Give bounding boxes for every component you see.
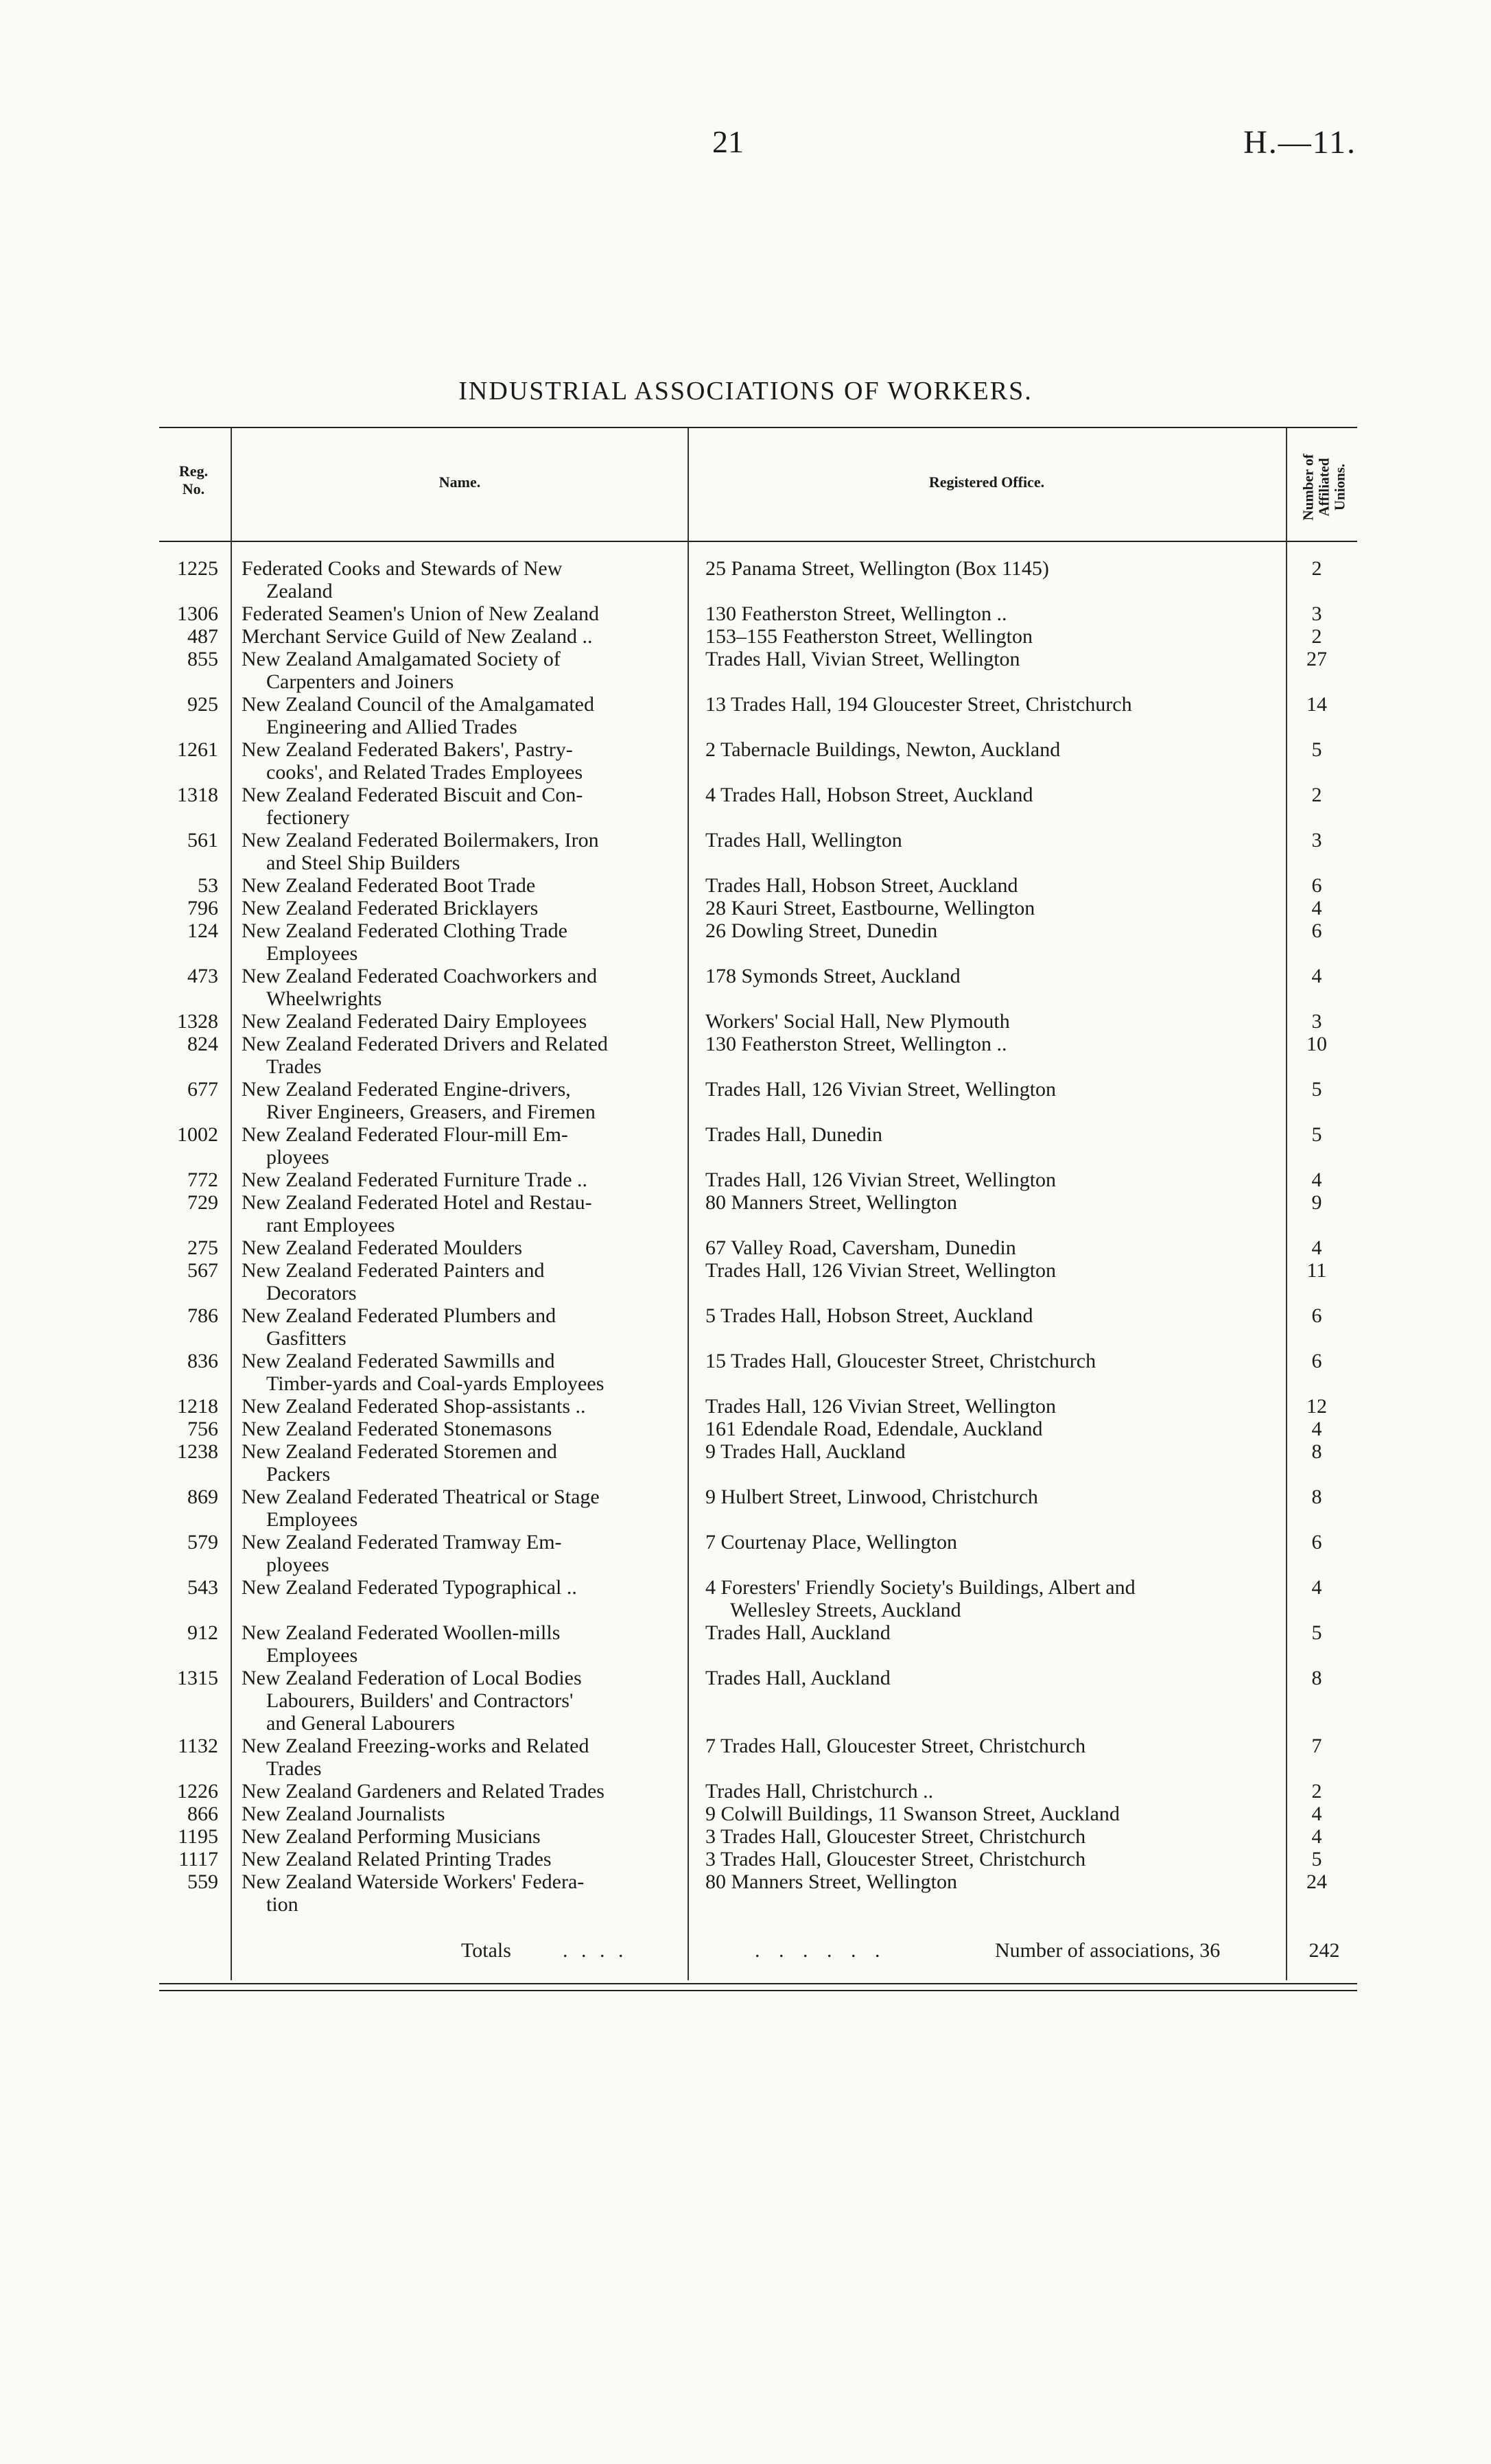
name-cell: New Zealand Federated Woollen-mills Employees [242,1621,561,1667]
reg-no-cell: 1238 [177,1440,218,1463]
affiliated-unions-cell: 5 [1311,738,1322,761]
reg-no-cell: 756 [187,1418,218,1440]
office-cell: 153–155 Featherston Street, Wellington [705,625,1033,648]
affiliated-unions-cell: 5 [1311,1123,1322,1146]
office-cell: 9 Colwill Buildings, 11 Swanson Street, Auckland [705,1803,1120,1825]
table-row [159,1621,1357,1667]
office-cell: Trades Hall, Christchurch .. [705,1780,934,1803]
name-cell: Federated Cooks and Stewards of New Zealand [242,557,563,602]
affiliated-unions-cell: 9 [1311,1191,1322,1214]
name-cell: New Zealand Federated Storemen and Packers [242,1440,557,1486]
table-top-rule [159,427,1357,428]
table-row [159,1033,1357,1078]
office-cell: 2 Tabernacle Buildings, Newton, Auckland [705,738,1061,761]
office-cell: 26 Dowling Street, Dunedin [705,919,938,942]
reg-no-cell: 473 [187,965,218,987]
office-cell: 67 Valley Road, Caversham, Dunedin [705,1236,1016,1259]
affiliated-unions-cell: 5 [1311,1848,1322,1870]
table-row [159,1078,1357,1123]
reg-no-cell: 1225 [177,557,218,580]
table-row [159,693,1357,738]
office-cell: Trades Hall, Auckland [705,1667,891,1689]
office-cell: 4 Trades Hall, Hobson Street, Auckland [705,784,1033,806]
reg-no-cell: 275 [187,1236,218,1259]
table-row [159,1418,1357,1440]
reg-no-cell: 1226 [177,1780,218,1803]
name-cell: New Zealand Federated Plumbers and Gasfitters [242,1304,556,1350]
office-cell: 4 Foresters' Friendly Society's Buildings, Albert and Wellesley Streets, Auckland [705,1576,1136,1621]
number-of-associations: Number of associations, 36 [995,1939,1221,1962]
affiliated-unions-cell: 4 [1311,1576,1322,1599]
name-cell: New Zealand Waterside Workers' Federa- tion [242,1870,585,1916]
reg-no-cell: 567 [187,1259,218,1282]
column-header-name: Name. [438,473,481,491]
affiliated-unions-cell: 7 [1311,1735,1322,1757]
name-cell: New Zealand Performing Musicians [242,1825,541,1848]
reg-no-cell: 1328 [177,1010,218,1033]
name-cell: New Zealand Federated Boot Trade [242,874,536,897]
office-cell: Trades Hall, Auckland [705,1621,891,1644]
column-header-office: Registered Office. [928,473,1045,491]
affiliated-unions-cell: 3 [1311,1010,1322,1033]
reg-no-cell: 579 [187,1531,218,1553]
table-row [159,919,1357,965]
report-code: H.—11. [1243,124,1357,161]
affiliated-unions-cell: 6 [1311,919,1322,942]
table-row [159,1576,1357,1621]
table-row [159,1191,1357,1236]
table-row [159,1486,1357,1531]
name-cell: New Zealand Federated Moulders [242,1236,523,1259]
office-cell: 80 Manners Street, Wellington [705,1191,957,1214]
name-cell: New Zealand Federated Theatrical or Stage Employees [242,1486,600,1531]
reg-no-cell: 824 [187,1033,218,1055]
reg-no-cell: 1132 [178,1735,218,1757]
table-row [159,1825,1357,1848]
affiliated-unions-cell: 2 [1311,1780,1322,1803]
totals-office-dots: . . . . . . [755,1939,887,1962]
name-cell: Merchant Service Guild of New Zealand .. [242,625,593,648]
table-row [159,1395,1357,1418]
office-cell: 3 Trades Hall, Gloucester Street, Christchurch [705,1848,1086,1870]
office-cell: 9 Trades Hall, Auckland [705,1440,906,1463]
name-cell: New Zealand Federated Bakers', Pastry- cooks', and Related Trades Employees [242,738,583,784]
name-cell: New Zealand Freezing-works and Related Trades [242,1735,589,1780]
office-cell: 7 Trades Hall, Gloucester Street, Christchurch [705,1735,1086,1757]
affiliated-unions-cell: 6 [1311,1304,1322,1327]
name-cell: New Zealand Federated Dairy Employees [242,1010,587,1033]
table-row [159,784,1357,829]
affiliated-unions-cell: 3 [1311,602,1322,625]
table-row [159,874,1357,897]
office-cell: Trades Hall, 126 Vivian Street, Wellington [705,1078,1057,1101]
affiliated-unions-cell: 6 [1311,1350,1322,1372]
table-row [159,1870,1357,1916]
reg-no-cell: 729 [187,1191,218,1214]
header-bottom-rule [159,541,1357,542]
table-row [159,1350,1357,1395]
reg-no-cell: 772 [187,1169,218,1191]
office-cell: 130 Featherston Street, Wellington .. [705,1033,1007,1055]
office-cell: 28 Kauri Street, Eastbourne, Wellington [705,897,1035,919]
office-cell: 178 Symonds Street, Auckland [705,965,961,987]
affiliated-unions-cell: 4 [1311,1169,1322,1191]
name-cell: New Zealand Federated Shop-assistants .. [242,1395,586,1418]
affiliated-unions-cell: 2 [1311,625,1322,648]
affiliated-unions-cell: 2 [1311,784,1322,806]
table-bottom-rule-2 [159,1990,1357,1991]
affiliated-unions-cell: 3 [1311,829,1322,852]
reg-no-cell: 53 [198,874,218,897]
office-cell: Trades Hall, Wellington [705,829,902,852]
name-cell: New Zealand Council of the Amalgamated Engineering and Allied Trades [242,693,594,738]
table-row [159,1123,1357,1169]
office-cell: 7 Courtenay Place, Wellington [705,1531,957,1553]
name-cell: New Zealand Federated Tramway Em- ployees [242,1531,562,1576]
reg-no-cell: 866 [187,1803,218,1825]
affiliated-unions-cell: 5 [1311,1621,1322,1644]
office-cell: Trades Hall, 126 Vivian Street, Wellington [705,1169,1057,1191]
name-cell: New Zealand Federated Bricklayers [242,897,539,919]
reg-no-cell: 677 [187,1078,218,1101]
office-cell: 80 Manners Street, Wellington [705,1870,957,1893]
name-cell: New Zealand Federated Furniture Trade .. [242,1169,588,1191]
reg-no-cell: 1315 [177,1667,218,1689]
reg-no-cell: 1117 [178,1848,218,1870]
office-cell: 9 Hulbert Street, Linwood, Christchurch [705,1486,1038,1508]
name-cell: New Zealand Federation of Local Bodies Labourers, Builders' and Contractors' and General Labourers [242,1667,582,1735]
reg-no-cell: 1306 [177,602,218,625]
table-row [159,965,1357,1010]
table-row [159,1236,1357,1259]
affiliated-unions-cell: 4 [1311,965,1322,987]
reg-no-cell: 796 [187,897,218,919]
affiliated-unions-cell: 8 [1311,1486,1322,1508]
affiliated-unions-cell: 5 [1311,1078,1322,1101]
name-cell: New Zealand Federated Typographical .. [242,1576,577,1599]
table-row [159,1667,1357,1735]
affiliated-unions-cell: 10 [1306,1033,1327,1055]
affiliated-unions-cell: 24 [1306,1870,1327,1893]
name-cell: New Zealand Federated Stonemasons [242,1418,552,1440]
total-affiliated-unions: 242 [1308,1939,1340,1962]
reg-no-cell: 912 [187,1621,218,1644]
reg-no-cell: 786 [187,1304,218,1327]
affiliated-unions-cell: 4 [1311,1236,1322,1259]
table-row [159,1803,1357,1825]
affiliated-unions-cell: 4 [1311,1825,1322,1848]
table-row [159,648,1357,693]
affiliated-unions-cell: 14 [1306,693,1327,716]
affiliated-unions-cell: 8 [1311,1667,1322,1689]
name-cell: New Zealand Gardeners and Related Trades [242,1780,604,1803]
name-cell: New Zealand Related Printing Trades [242,1848,552,1870]
name-cell: New Zealand Federated Flour-mill Em- ployees [242,1123,568,1169]
totals-label: Totals [461,1939,511,1962]
reg-no-cell: 543 [187,1576,218,1599]
table-row [159,1780,1357,1803]
table-row [159,1304,1357,1350]
office-cell: Trades Hall, 126 Vivian Street, Wellington [705,1259,1057,1282]
reg-no-cell: 925 [187,693,218,716]
table-row [159,602,1357,625]
affiliated-unions-cell: 6 [1311,1531,1322,1553]
name-cell: New Zealand Federated Hotel and Restau- rant Employees [242,1191,592,1236]
reg-no-cell: 561 [187,829,218,852]
page-title: INDUSTRIAL ASSOCIATIONS OF WORKERS. [458,377,1033,406]
table-row [159,1735,1357,1780]
reg-no-cell: 869 [187,1486,218,1508]
name-cell: New Zealand Federated Clothing Trade Employees [242,919,567,965]
affiliated-unions-cell: 27 [1306,648,1327,670]
affiliated-unions-cell: 12 [1306,1395,1327,1418]
reg-no-cell: 855 [187,648,218,670]
name-cell: New Zealand Federated Boilermakers, Iron and Steel Ship Builders [242,829,599,874]
column-header-reg-no: Reg. No. [178,462,209,497]
affiliated-unions-cell: 2 [1311,557,1322,580]
name-cell: New Zealand Federated Coachworkers and Wheelwrights [242,965,598,1010]
page-number: 21 [712,124,744,159]
name-cell: New Zealand Federated Painters and Decorators [242,1259,545,1304]
table-row [159,1848,1357,1870]
reg-no-cell: 1218 [177,1395,218,1418]
table-row [159,1531,1357,1576]
name-cell: New Zealand Federated Sawmills and Timber-yards and Coal-yards Employees [242,1350,604,1395]
office-cell: 15 Trades Hall, Gloucester Street, Christchurch [705,1350,1096,1372]
table-row [159,1440,1357,1486]
table-row [159,829,1357,874]
column-header-affiliated-unions: Number of Affiliated Unions. [1300,454,1348,521]
affiliated-unions-cell: 8 [1311,1440,1322,1463]
name-cell: New Zealand Amalgamated Society of Carpenters and Joiners [242,648,561,693]
name-cell: New Zealand Federated Engine-drivers, River Engineers, Greasers, and Firemen [242,1078,596,1123]
reg-no-cell: 1002 [177,1123,218,1146]
affiliated-unions-cell: 6 [1311,874,1322,897]
table-row [159,897,1357,919]
totals-leader-dots: . . . . [563,1939,628,1962]
name-cell: New Zealand Journalists [242,1803,445,1825]
reg-no-cell: 1318 [177,784,218,806]
table-row [159,738,1357,784]
affiliated-unions-cell: 4 [1311,1803,1322,1825]
name-cell: Federated Seamen's Union of New Zealand [242,602,600,625]
office-cell: Trades Hall, 126 Vivian Street, Wellington [705,1395,1057,1418]
table-row [159,1010,1357,1033]
office-cell: 13 Trades Hall, 194 Gloucester Street, Christchurch [705,693,1132,716]
table-row [159,1169,1357,1191]
affiliated-unions-cell: 4 [1311,1418,1322,1440]
table-row [159,625,1357,648]
office-cell: 5 Trades Hall, Hobson Street, Auckland [705,1304,1033,1327]
office-cell: Trades Hall, Dunedin [705,1123,883,1146]
reg-no-cell: 559 [187,1870,218,1893]
affiliated-unions-cell: 4 [1311,897,1322,919]
name-cell: New Zealand Federated Drivers and Related Trades [242,1033,608,1078]
office-cell: 3 Trades Hall, Gloucester Street, Christchurch [705,1825,1086,1848]
reg-no-cell: 1261 [177,738,218,761]
table-row [159,557,1357,602]
office-cell: 130 Featherston Street, Wellington .. [705,602,1007,625]
office-cell: Trades Hall, Vivian Street, Wellington [705,648,1020,670]
table-row [159,1259,1357,1304]
office-cell: Workers' Social Hall, New Plymouth [705,1010,1010,1033]
reg-no-cell: 1195 [178,1825,218,1848]
reg-no-cell: 836 [187,1350,218,1372]
office-cell: 25 Panama Street, Wellington (Box 1145) [705,557,1049,580]
table-bottom-rule [159,1983,1357,1984]
reg-no-cell: 124 [187,919,218,942]
name-cell: New Zealand Federated Biscuit and Con- fectionery [242,784,583,829]
reg-no-cell: 487 [187,625,218,648]
affiliated-unions-cell: 11 [1306,1259,1327,1282]
office-cell: 161 Edendale Road, Edendale, Auckland [705,1418,1043,1440]
office-cell: Trades Hall, Hobson Street, Auckland [705,874,1018,897]
